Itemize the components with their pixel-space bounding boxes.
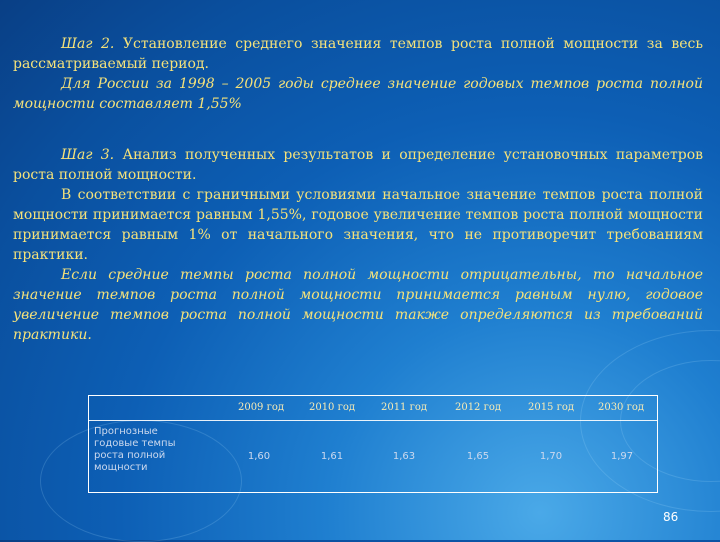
step3-paragraph — [13, 145, 703, 185]
table-value-cell: 1,60 — [247, 451, 271, 462]
table-header-cell: 2011 год — [380, 402, 428, 413]
step3-heading: Шаг 3. — [61, 147, 115, 163]
russia-average-paragraph: Для России за 1998 – 2005 годы среднее значение годовых темпов роста полной мощности составляет 1,55% — [13, 76, 703, 112]
forecast-table — [88, 395, 658, 493]
negative-rates-paragraph: Если средние темпы роста полной мощности отрицательны, то начальное значение темпов роста полной мощности принимается равным нулю, годовое увеличение темпов роста полной мощности также определяются из требований практики. — [13, 267, 703, 343]
table-value-cell: 1,97 — [610, 451, 634, 462]
boundary-conditions-paragraph: В соответствии с граничными условиями начальное значение темпов роста полной мощности принимается равным 1,55%, годовое увеличение темпов роста полной мощности принимается равным 1% от начального значения, что не противоречит требованиям практики. — [13, 187, 703, 263]
table-row-label: Прогнозные годовые темпы роста полной мощности — [94, 426, 176, 473]
table-header-cell: 2009 год — [237, 402, 285, 413]
step2-heading: Шаг 2. — [61, 36, 115, 52]
step2-paragraph — [13, 34, 703, 74]
step3-text: Анализ полученных результатов и определение установочных параметров роста полной мощности. — [13, 147, 704, 183]
table-header-cell: 2030 год — [597, 402, 645, 413]
slide-text — [13, 34, 703, 345]
table-header-cell: 2015 год — [527, 402, 575, 413]
table-value-cell: 1,65 — [466, 451, 490, 462]
table-value-cell: 1,63 — [392, 451, 416, 462]
table-header-cell: 2010 год — [308, 402, 356, 413]
page-number: 86 — [663, 510, 679, 524]
step2-text: Установление среднего значения темпов роста полной мощности за весь рассматриваемый период. — [13, 36, 703, 72]
table-header-cell: 2012 год — [454, 402, 502, 413]
table-value-cell: 1,61 — [320, 451, 344, 462]
table-value-cell: 1,70 — [539, 451, 563, 462]
